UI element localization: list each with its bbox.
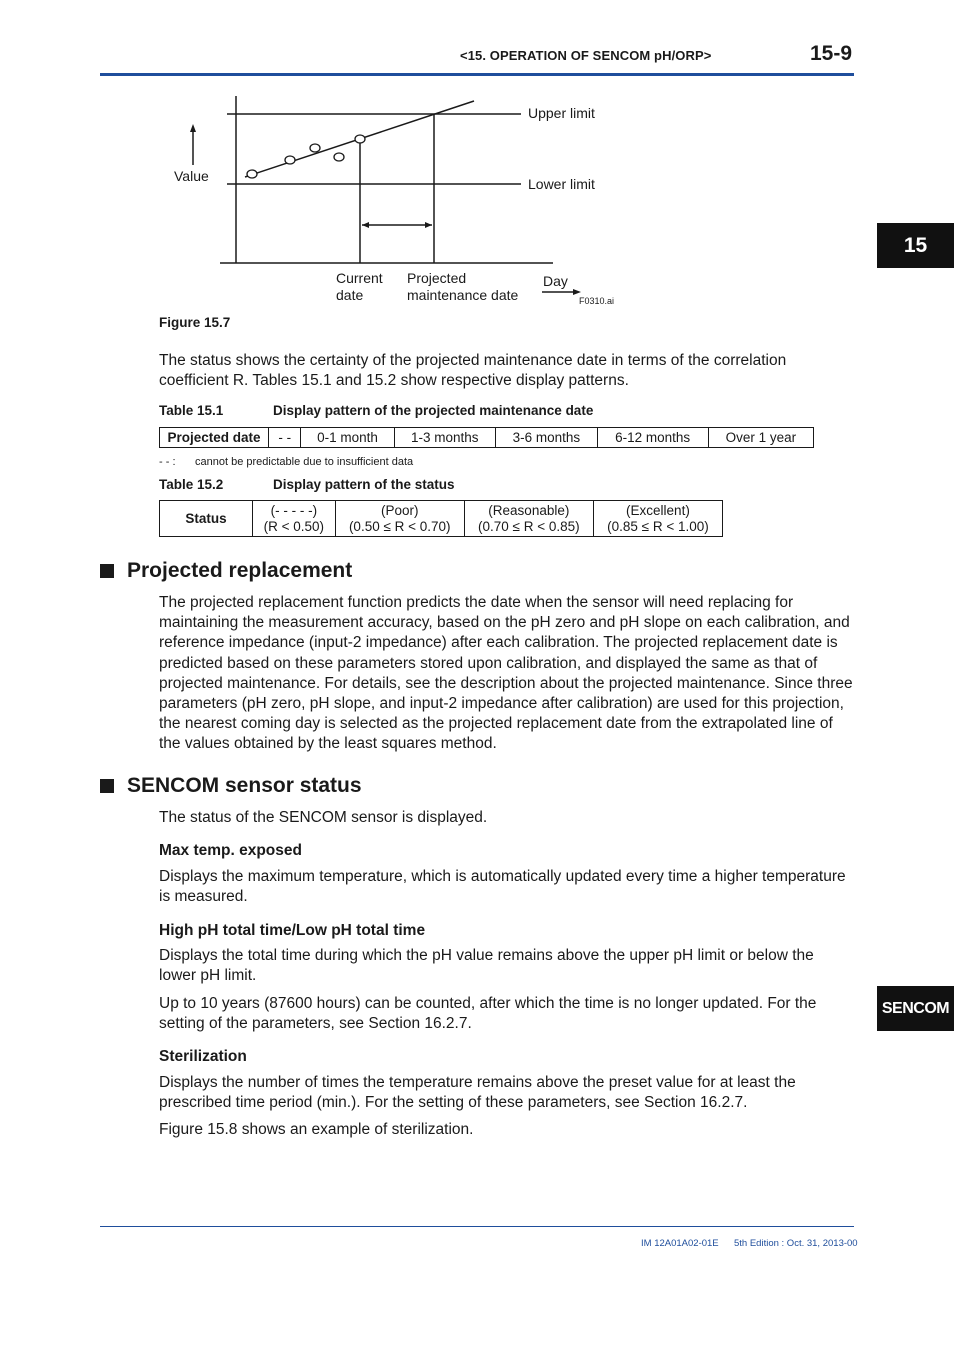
sterilization-paragraph-1: Displays the number of times the temperature remains above the preset value for at least the prescribed time period (min.). For the setting of these parameters, see Section 16.2.7. [159, 1074, 796, 1112]
interval-arrow-right-head [425, 222, 432, 228]
data-point [334, 153, 344, 161]
footer-doc-id: IM 12A01A02-01E [641, 1238, 719, 1249]
data-point [285, 156, 295, 164]
data-point [310, 144, 320, 152]
footer-edition: 5th Edition : Oct. 31, 2013-00 [734, 1238, 858, 1249]
data-point [355, 135, 365, 143]
subsection-title-ph-time: High pH total time/Low pH total time [159, 922, 426, 939]
chapter-tab[interactable]: 15 [877, 223, 954, 268]
sterilization-paragraph-2: Figure 15.8 shows an example of sterilization. [159, 1121, 474, 1138]
cell-line: (R < 0.50) [263, 518, 325, 534]
subsection-title-max-temp: Max temp. exposed [159, 842, 302, 859]
day-label: Day [543, 273, 568, 289]
current-date-label-line1: Current [336, 270, 383, 286]
table-cell: 0-1 month [301, 428, 394, 448]
projected-date-label-line2: maintenance date [407, 287, 519, 303]
table-cell [335, 501, 464, 537]
footer-rule [100, 1226, 854, 1227]
section-square-icon [100, 779, 114, 793]
projected-date-label-line1: Projected [407, 270, 467, 286]
table-cell [464, 501, 593, 537]
table-cell [253, 501, 336, 537]
ph-time-paragraph-2: Up to 10 years (87600 hours) can be counted, after which the time is no longer updated. For the setting of the parameters, see Section 16.2.7. [159, 995, 817, 1033]
table-15-1-title: Display pattern of the projected maintenance date [273, 403, 594, 418]
figure-file-id: F0310.ai [579, 296, 615, 306]
table-cell: - - [269, 428, 301, 448]
table-cell: 6-12 months [597, 428, 708, 448]
subsection-title-sterilization: Sterilization [159, 1048, 247, 1065]
running-header: <15. OPERATION OF SENCOM pH/ORP> [460, 48, 712, 63]
cell-line: (0.70 ≤ R < 0.85) [478, 518, 580, 534]
value-label: Value [174, 168, 209, 184]
cell-line: (Reasonable) [488, 502, 570, 518]
sensor-status-intro: The status of the SENCOM sensor is displayed. [159, 809, 488, 826]
upper-limit-label: Upper limit [528, 105, 595, 121]
cell-line: (- - - - -) [270, 502, 318, 518]
maintenance-projection-diagram [0, 0, 954, 320]
section-title-text: SENCOM sensor status [127, 774, 362, 797]
table-cell [593, 501, 722, 537]
table-row [160, 428, 814, 448]
interval-arrow-left-head [362, 222, 369, 228]
figure-caption: Figure 15.7 [159, 315, 231, 330]
section-title-sensor-status [100, 774, 362, 798]
cell-line: (Poor) [380, 502, 419, 518]
section-title-text: Projected replacement [127, 559, 353, 582]
sencom-tab[interactable]: SENCOM [877, 986, 954, 1031]
table-header-cell: Projected date [160, 428, 269, 448]
cell-line: (0.50 ≤ R < 0.70) [348, 518, 451, 534]
page-number: 15-9 [810, 42, 853, 65]
cell-line: (0.85 ≤ R < 1.00) [607, 518, 709, 534]
table-cell: Over 1 year [708, 428, 813, 448]
table-cell: 3-6 months [496, 428, 598, 448]
table-15-1 [159, 427, 814, 448]
lower-limit-label: Lower limit [528, 176, 595, 192]
status-intro-paragraph: The status shows the certainty of the projected maintenance date in terms of the correlation coefficient R. Tables 15.1 and 15.2 show respective display patterns. [159, 352, 787, 390]
projected-replacement-paragraph: The projected replacement function predicts the date when the sensor will need replacing for maintaining the measurement accuracy, based on the pH zero and pH slope on each calibration, and reference impedance (input-2 impedance) after each calibration. The projected replacement date is predicted based on these parameters stored upon calibration, and displayed the same as that of projected maintenance. For details, see the description about the projected maintenance. Since three parameters (pH zero, pH slope, and input-2 impedance after calibration) are used for this projection, the nearest coming day is selected as the projected replacement date from the extrapolated line of the values obtained by the least squares method. [159, 594, 853, 753]
table-15-1-number: Table 15.1 [159, 403, 224, 418]
table-15-2-number: Table 15.2 [159, 477, 224, 492]
table-note-text: cannot be predictable due to insufficient data [195, 456, 414, 468]
max-temp-paragraph: Displays the maximum temperature, which is automatically updated every time a higher temperature is measured. [159, 868, 846, 906]
day-arrow-head [573, 289, 581, 295]
cell-line: (Excellent) [626, 502, 690, 518]
ph-time-paragraph-1: Displays the total time during which the pH value remains above the upper pH limit or below the lower pH limit. [159, 947, 814, 985]
section-square-icon [100, 564, 114, 578]
table-header-cell: Status [160, 501, 253, 537]
table-row [160, 501, 723, 537]
table-note-symbol: - - : [159, 456, 176, 468]
current-date-label-line2: date [336, 287, 364, 303]
value-arrow-head [190, 124, 196, 132]
table-cell: 1-3 months [394, 428, 496, 448]
section-title-projected-replacement [100, 559, 352, 583]
table-15-2-title: Display pattern of the status [273, 477, 455, 492]
table-15-2 [159, 500, 723, 537]
data-point [247, 170, 257, 178]
